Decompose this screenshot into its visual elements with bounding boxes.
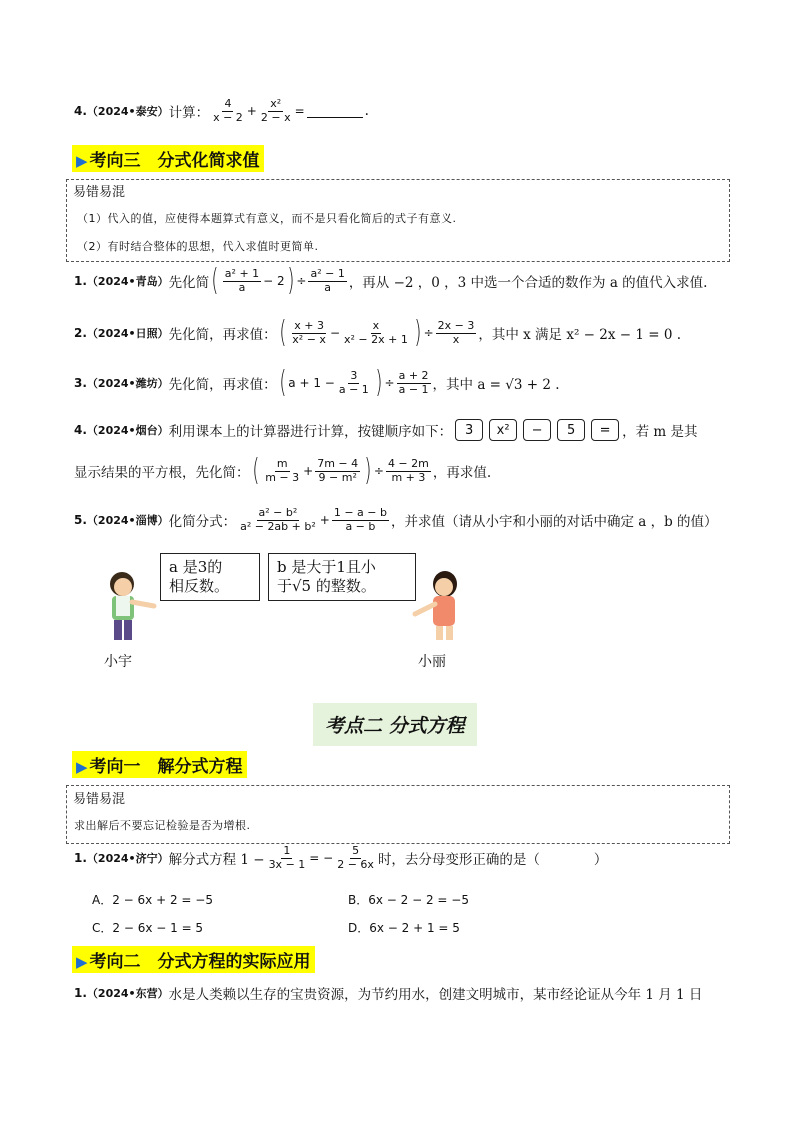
question-text: 计算：: [168, 105, 210, 122]
play-arrow-icon: ▶: [76, 152, 88, 170]
tips-box: [66, 785, 730, 844]
section-heading: ▶ 考向一 解分式方程: [72, 751, 247, 778]
speech-bubble-right: b 是大于1且小 于√5 的整数。: [268, 553, 416, 601]
calc-key: 5: [557, 419, 585, 441]
fraction: $\frac{1}{3x - 1}$: [268, 844, 306, 871]
tips-line: （2）有时结合整体的思想，代入求值时更简单.: [77, 240, 319, 253]
speech-bubble-left: a 是3的 相反数。: [160, 553, 260, 601]
fraction: $\frac{4 - 2m}{m + 3}$: [387, 456, 429, 484]
tips-line: （1）代入的值，应使得本题算式有意义，而不是只看化简后的式子有意义.: [77, 212, 457, 225]
question-number: 4.: [74, 104, 87, 119]
option-b: B．6x − 2 − 2 = −5: [348, 893, 469, 907]
calc-key: =: [591, 419, 619, 441]
fraction: $\frac{m}{m - 3}$: [265, 456, 300, 484]
fraction: $\frac{7m - 4}{\text{9 − m²}}$: [317, 456, 359, 484]
question-q4-calc: 4. （2024•泰安） 计算： $\frac{4}{x - 2}$ + $\frac{\text{x²}}{2 - x}$ = .: [74, 97, 369, 124]
calc-key: 3: [455, 419, 483, 441]
fraction: $\frac{4}{x - 2}$: [213, 97, 243, 124]
tips-title: 易错易混: [73, 185, 126, 200]
tips-title: 易错易混: [73, 792, 126, 807]
option-c: C．2 − 6x − 1 = 5: [92, 921, 204, 935]
fraction: $\frac{\text{a² − b²}}{\text{a² − 2ab + b²}}$: [240, 506, 316, 533]
question-s3-q4-line2: 显示结果的平方根，先化简： ( $\frac{m}{m - 3}$ + $\frac{7m - 4}{\text{9 − m²}}$ ) ÷ $\frac{4 - 2m}{m + 3}$ ，再求值.: [74, 453, 492, 488]
play-arrow-icon: ▶: [76, 953, 88, 971]
play-arrow-icon: ▶: [76, 758, 88, 776]
question-s3-q2: 2. （2024•日照） 先化简，再求值： ( $\frac{x + 3}{\text{x² − x}}$ − $\frac{x}{\text{x² − 2x + 1}}$ ) ÷ $\frac{2x - 3}{x}$ ，其中 x 满足 x² − 2x − 1 = 0 .: [74, 315, 682, 350]
question-source: （2024•泰安）: [86, 105, 169, 119]
question-s3-q1: 1. （2024•青岛） 先化简 ( $\frac{\text{a² + 1}}{a}$ − 2 ) ÷ $\frac{\text{a² − 1}}{a}$ ，再从 −2 ，0 ，3 中选一个合适的数作为 a 的值代入求值.: [74, 263, 708, 298]
topic-heading: 考点二 分式方程: [313, 703, 477, 746]
fraction: $\frac{x}{\text{x² − 2x + 1}}$: [344, 318, 408, 346]
fraction: $\frac{2x - 3}{x}$: [437, 318, 475, 346]
option-a: A．2 − 6x + 2 = −5: [92, 893, 213, 907]
question-a2-q1: 1. （2024•东营） 水是人类赖以生存的宝贵资源，为节约用水，创建文明城市，某市经论证从今年 1 月 1 日: [74, 986, 703, 1003]
answer-blank: [307, 105, 363, 118]
name-label-left: 小宇: [104, 654, 132, 670]
tips-line: 求出解后不要忘记检验是否为增根.: [74, 819, 251, 832]
fraction: $\frac{\text{a² − 1}}{a}$: [310, 266, 345, 294]
fraction: $\frac{1 - a - b}{a - b}$: [333, 506, 387, 533]
question-s3-q4: 4. （2024•烟台） 利用课本上的计算器进行计算，按键顺序如下： 3 x² − 5 = ，若 m 是其: [74, 419, 697, 441]
girl-illustration: [405, 570, 475, 642]
question-a1-q1: 1. （2024•济宁） 解分式方程 1 − $\frac{1}{3x - 1}$ = − $\frac{5}{2 - 6x}$ 时，去分母变形正确的是（ ）: [74, 844, 608, 871]
option-d: D．6x − 2 + 1 = 5: [348, 921, 460, 935]
question-s3-q3: 3. （2024•潍坊） 先化简，再求值： ( a + 1 − $\frac{3}{a - 1}$ ) ÷ $\frac{a + 2}{a - 1}$ ，其中 a = √3 + 2 .: [74, 365, 560, 400]
fraction: $\frac{a + 2}{a - 1}$: [398, 368, 429, 396]
fraction: $\frac{\text{x²}}{2 - x}$: [260, 97, 291, 124]
fraction: $\frac{3}{a - 1}$: [338, 368, 369, 396]
section-heading: ▶ 考向三 分式化简求值: [72, 145, 264, 172]
fraction: $\frac{\text{a² + 1}}{a}$: [224, 266, 260, 294]
boy-illustration: [96, 570, 166, 642]
calc-key: x²: [489, 419, 517, 441]
fraction: $\frac{x + 3}{\text{x² − x}}$: [292, 318, 326, 346]
section-heading: ▶ 考向二 分式方程的实际应用: [72, 946, 315, 973]
fraction: $\frac{5}{2 - 6x}$: [337, 844, 374, 871]
name-label-right: 小丽: [418, 654, 446, 670]
calc-key: −: [523, 419, 551, 441]
question-s3-q5: 5. （2024•淄博） 化简分式： $\frac{\text{a² − b²}}{\text{a² − 2ab + b²}}$ + $\frac{1 - a - b}{a - b}$ ，并求值（请从小宇和小丽的对话中确定 a ，b 的值）: [74, 506, 718, 533]
